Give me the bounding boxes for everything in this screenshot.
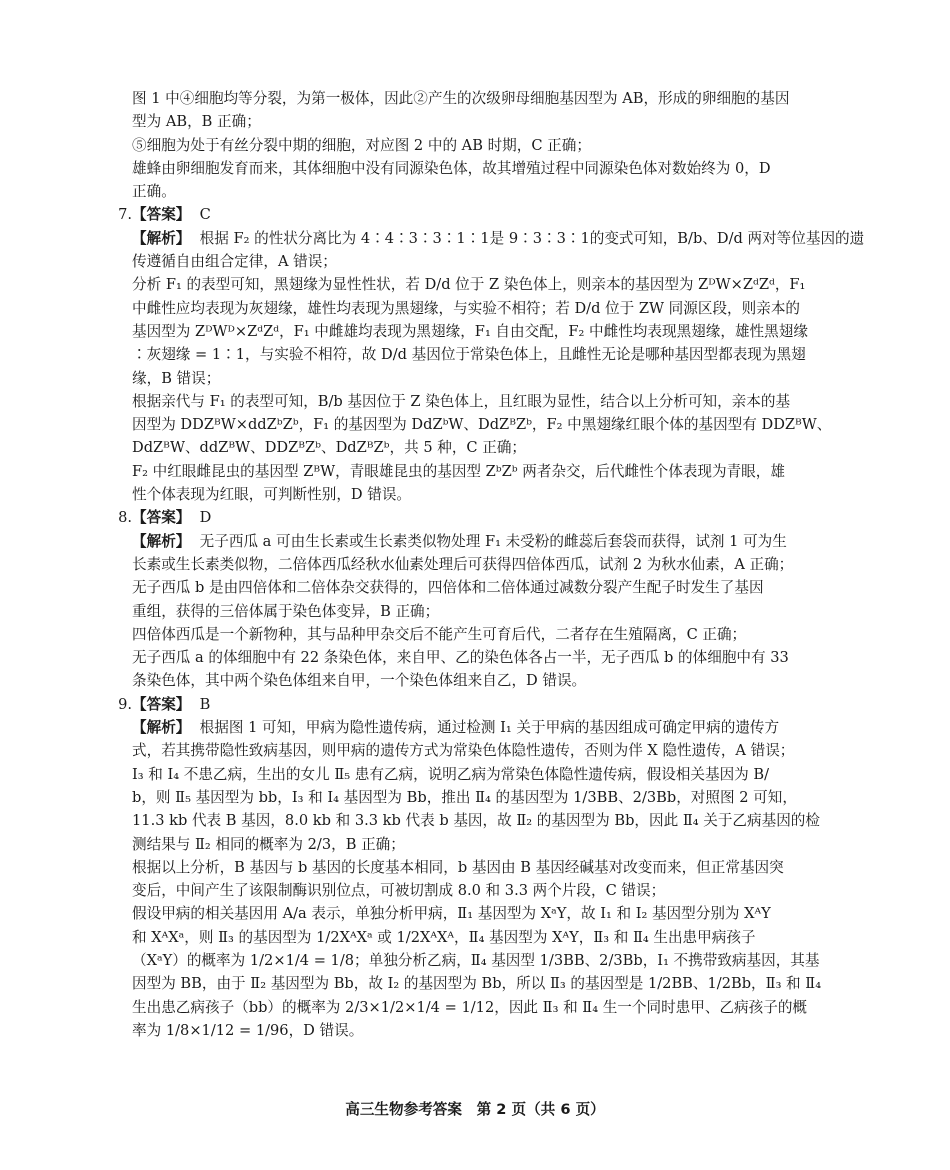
text-line: ∶灰翅缘 = 1∶1，与实验不相符，故 D/d 基因位于常染色体上，且雌性无论是哪种基因型都表现为黑翅 <box>132 346 806 364</box>
answer-row <box>112 203 860 226</box>
analysis-row <box>112 227 865 250</box>
question-8 <box>112 506 860 692</box>
analysis-label: 【解析】 <box>132 229 191 247</box>
answer-label: 【答案】 <box>132 509 191 527</box>
text-line: 四倍体西瓜是一个新物种，其与品种甲杂交后不能产生可育后代，二者存在生殖隔离，C 正确； <box>132 625 747 643</box>
text-line: 生出患乙病孩子（bb）的概率为 2/3×1/2×1/4 = 1/12，因此 Ⅱ₃ 和 Ⅱ₄ 生一个同时患甲、乙病孩子的概 <box>132 998 808 1016</box>
text-line: 无子西瓜 b 是由四倍体和二倍体杂交获得的，四倍体和二倍体通过减数分裂产生配子时发生了基因 <box>132 579 764 597</box>
text-line: 重组，获得的三倍体属于染色体变异，B 正确； <box>132 602 440 620</box>
text-line: 图 1 中④细胞均等分裂，为第一极体，因此②产生的次级卵母细胞基因型为 AB，形成的卵细胞的基因 <box>132 90 790 107</box>
text-line: 分析 F₁ 的表型可知，黑翅缘为显性性状，若 D/d 位于 Z 染色体上，则亲本的基因型为 ZᴰW×ZᵈZᵈ，F₁ <box>132 276 806 294</box>
text-line: 缘，B 错误； <box>132 369 221 387</box>
text-line: DdZᴮW、ddZᴮW、DDZᴮZᵇ、DdZᴮZᵇ，共 5 种，C 正确； <box>132 439 527 457</box>
page-footer: 高三生物参考答案 第 2 页（共 6 页） <box>345 1101 605 1118</box>
question-9 <box>112 693 860 1042</box>
question-number: 7. <box>118 206 132 224</box>
answer-value: D <box>199 509 212 527</box>
text-line: 正确。 <box>132 183 176 201</box>
text-line: 因型为 DDZᴮW×ddZᵇZᵇ，F₁ 的基因型为 DdZᵇW、DdZᴮZᵇ，F₂ 中黑翅缘红眼个体的基因型有 DDZᴮW、 <box>132 416 832 434</box>
text-line: 率为 1/8×1/12 = 1/96，D 错误。 <box>132 1021 364 1039</box>
text-line: F₂ 中红眼雌昆虫的基因型 ZᴮW，青眼雄昆虫的基因型 ZᵇZᵇ 两者杂交，后代雌性个体表现为青眼，雄 <box>132 462 785 480</box>
analysis-row <box>112 530 860 553</box>
question-number: 8. <box>118 509 132 527</box>
text-line: b，则 Ⅱ₅ 基因型为 bb，Ⅰ₃ 和 Ⅰ₄ 基因型为 Bb，推出 Ⅱ₄ 的基因型为 1/3BB、2/3Bb，对照图 2 可知， <box>132 788 797 806</box>
text-line: 中雌性应均表现为灰翅缘，雄性均表现为黑翅缘，与实验不相符；若 D/d 位于 ZW 同源区段，则亲本的 <box>132 299 801 317</box>
text-line: 传遵循自由组合定律，A 错误； <box>132 253 337 271</box>
text-line: 测结果与 Ⅱ₂ 相同的概率为 2/3，B 正确； <box>132 835 405 853</box>
text-line: 根据亲代与 F₁ 的表型可知，B/b 基因位于 Z 染色体上，且红眼为显性，结合以上分析可知，亲本的基 <box>132 392 791 410</box>
text-line: 变后，中间产生了该限制酶识别位点，可被切割成 8.0 和 3.3 两个片段，C 错误； <box>132 882 666 900</box>
answer-value: B <box>199 695 211 713</box>
page-content <box>112 87 865 1042</box>
answer-value: C <box>199 206 211 224</box>
text-line: 型为 AB，B 正确； <box>132 113 261 131</box>
text-line: ⑤细胞为处于有丝分裂中期的细胞，对应图 2 中的 AB 时期，C 正确； <box>132 136 591 154</box>
analysis-label: 【解析】 <box>132 719 191 737</box>
text-line: 式，若其携带隐性致病基因，则甲病的遗传方式为常染色体隐性遗传，否则为伴 X 隐性遗传，A 错误； <box>132 742 795 760</box>
text-line: 根据以上分析，B 基因与 b 基因的长度基本相同，b 基因由 B 基因经碱基对改变而来，但正常基因突 <box>132 858 784 876</box>
text-line: 假设甲病的相关基因用 A/a 表示，单独分析甲病，Ⅱ₁ 基因型为 XᵃY，故 Ⅰ₁ 和 Ⅰ₂ 基因型分别为 XᴬY <box>132 905 771 923</box>
analysis-text: 根据 F₂ 的性状分离比为 4∶4∶3∶3∶1∶1是 9∶3∶3∶1的变式可知，B/b、D/d 两对等位基因的遗 <box>199 229 865 247</box>
text-line: 性个体表现为红眼，可判断性别，D 错误。 <box>132 486 412 504</box>
text-line: 基因型为 ZᴰWᴰ×ZᵈZᵈ，F₁ 中雌雄均表现为黑翅缘，F₁ 自由交配，F₂ 中雌性均表现黑翅缘，雄性黑翅缘 <box>132 322 808 340</box>
text-line: 11.3 kb 代表 B 基因，8.0 kb 和 3.3 kb 代表 b 基因，故 Ⅱ₂ 的基因型为 Bb，因此 Ⅱ₄ 关于乙病基因的检 <box>132 812 820 830</box>
analysis-text: 根据图 1 可知，甲病为隐性遗传病，通过检测 Ⅰ₁ 关于甲病的基因组成可确定甲病的遗传方 <box>199 719 780 737</box>
text-line: 无子西瓜 a 的体细胞中有 22 条染色体，来自甲、乙的染色体各占一半，无子西瓜 b 的体细胞中有 33 <box>132 649 789 667</box>
question-number: 9. <box>118 695 132 713</box>
text-line: 和 XᴬXᵃ，则 Ⅱ₃ 的基因型为 1/2XᴬXᵃ 或 1/2XᴬXᴬ，Ⅱ₄ 基因型为 XᴬY，Ⅱ₃ 和 Ⅱ₄ 生出患甲病孩子 <box>132 928 756 946</box>
answer-label: 【答案】 <box>132 206 191 224</box>
text-line: 雄蜂由卵细胞发育而来，其体细胞中没有同源染色体，故其增殖过程中同源染色体对数始终为 0，D <box>132 159 771 177</box>
analysis-label: 【解析】 <box>132 532 191 550</box>
text-line: （XᵃY）的概率为 1/2×1/4 = 1/8；单独分析乙病，Ⅱ₄ 基因型 1/3BB、2/3Bb，Ⅰ₁ 不携带致病基因，其基 <box>132 951 820 969</box>
text-line: 长素或生长素类似物，二倍体西瓜经秋水仙素处理后可获得四倍体西瓜，试剂 2 为秋水仙素，A 正确； <box>132 555 794 573</box>
question-7 <box>112 203 865 506</box>
text-line: Ⅰ₃ 和 Ⅰ₄ 不患乙病，生出的女儿 Ⅱ₅ 患有乙病，说明乙病为常染色体隐性遗传病，假设相关基因为 B/ <box>132 765 770 783</box>
text-line: 条染色体，其中两个染色体组来自甲，一个染色体组来自乙，D 错误。 <box>132 672 587 690</box>
intro-block <box>112 87 860 203</box>
answer-row <box>112 693 860 716</box>
answer-row <box>112 506 860 529</box>
analysis-text: 无子西瓜 a 可由生长素或生长素类似物处理 F₁ 未受粉的雌蕊后套袋而获得，试剂 1 可为生 <box>199 532 787 550</box>
text-line: 因型为 BB，由于 Ⅱ₂ 基因型为 Bb，故 Ⅰ₂ 的基因型为 Bb，所以 Ⅱ₃ 的基因型是 1/2BB、1/2Bb，Ⅱ₃ 和 Ⅱ₄ <box>132 975 822 993</box>
answer-label: 【答案】 <box>132 695 191 713</box>
analysis-row <box>112 716 860 739</box>
